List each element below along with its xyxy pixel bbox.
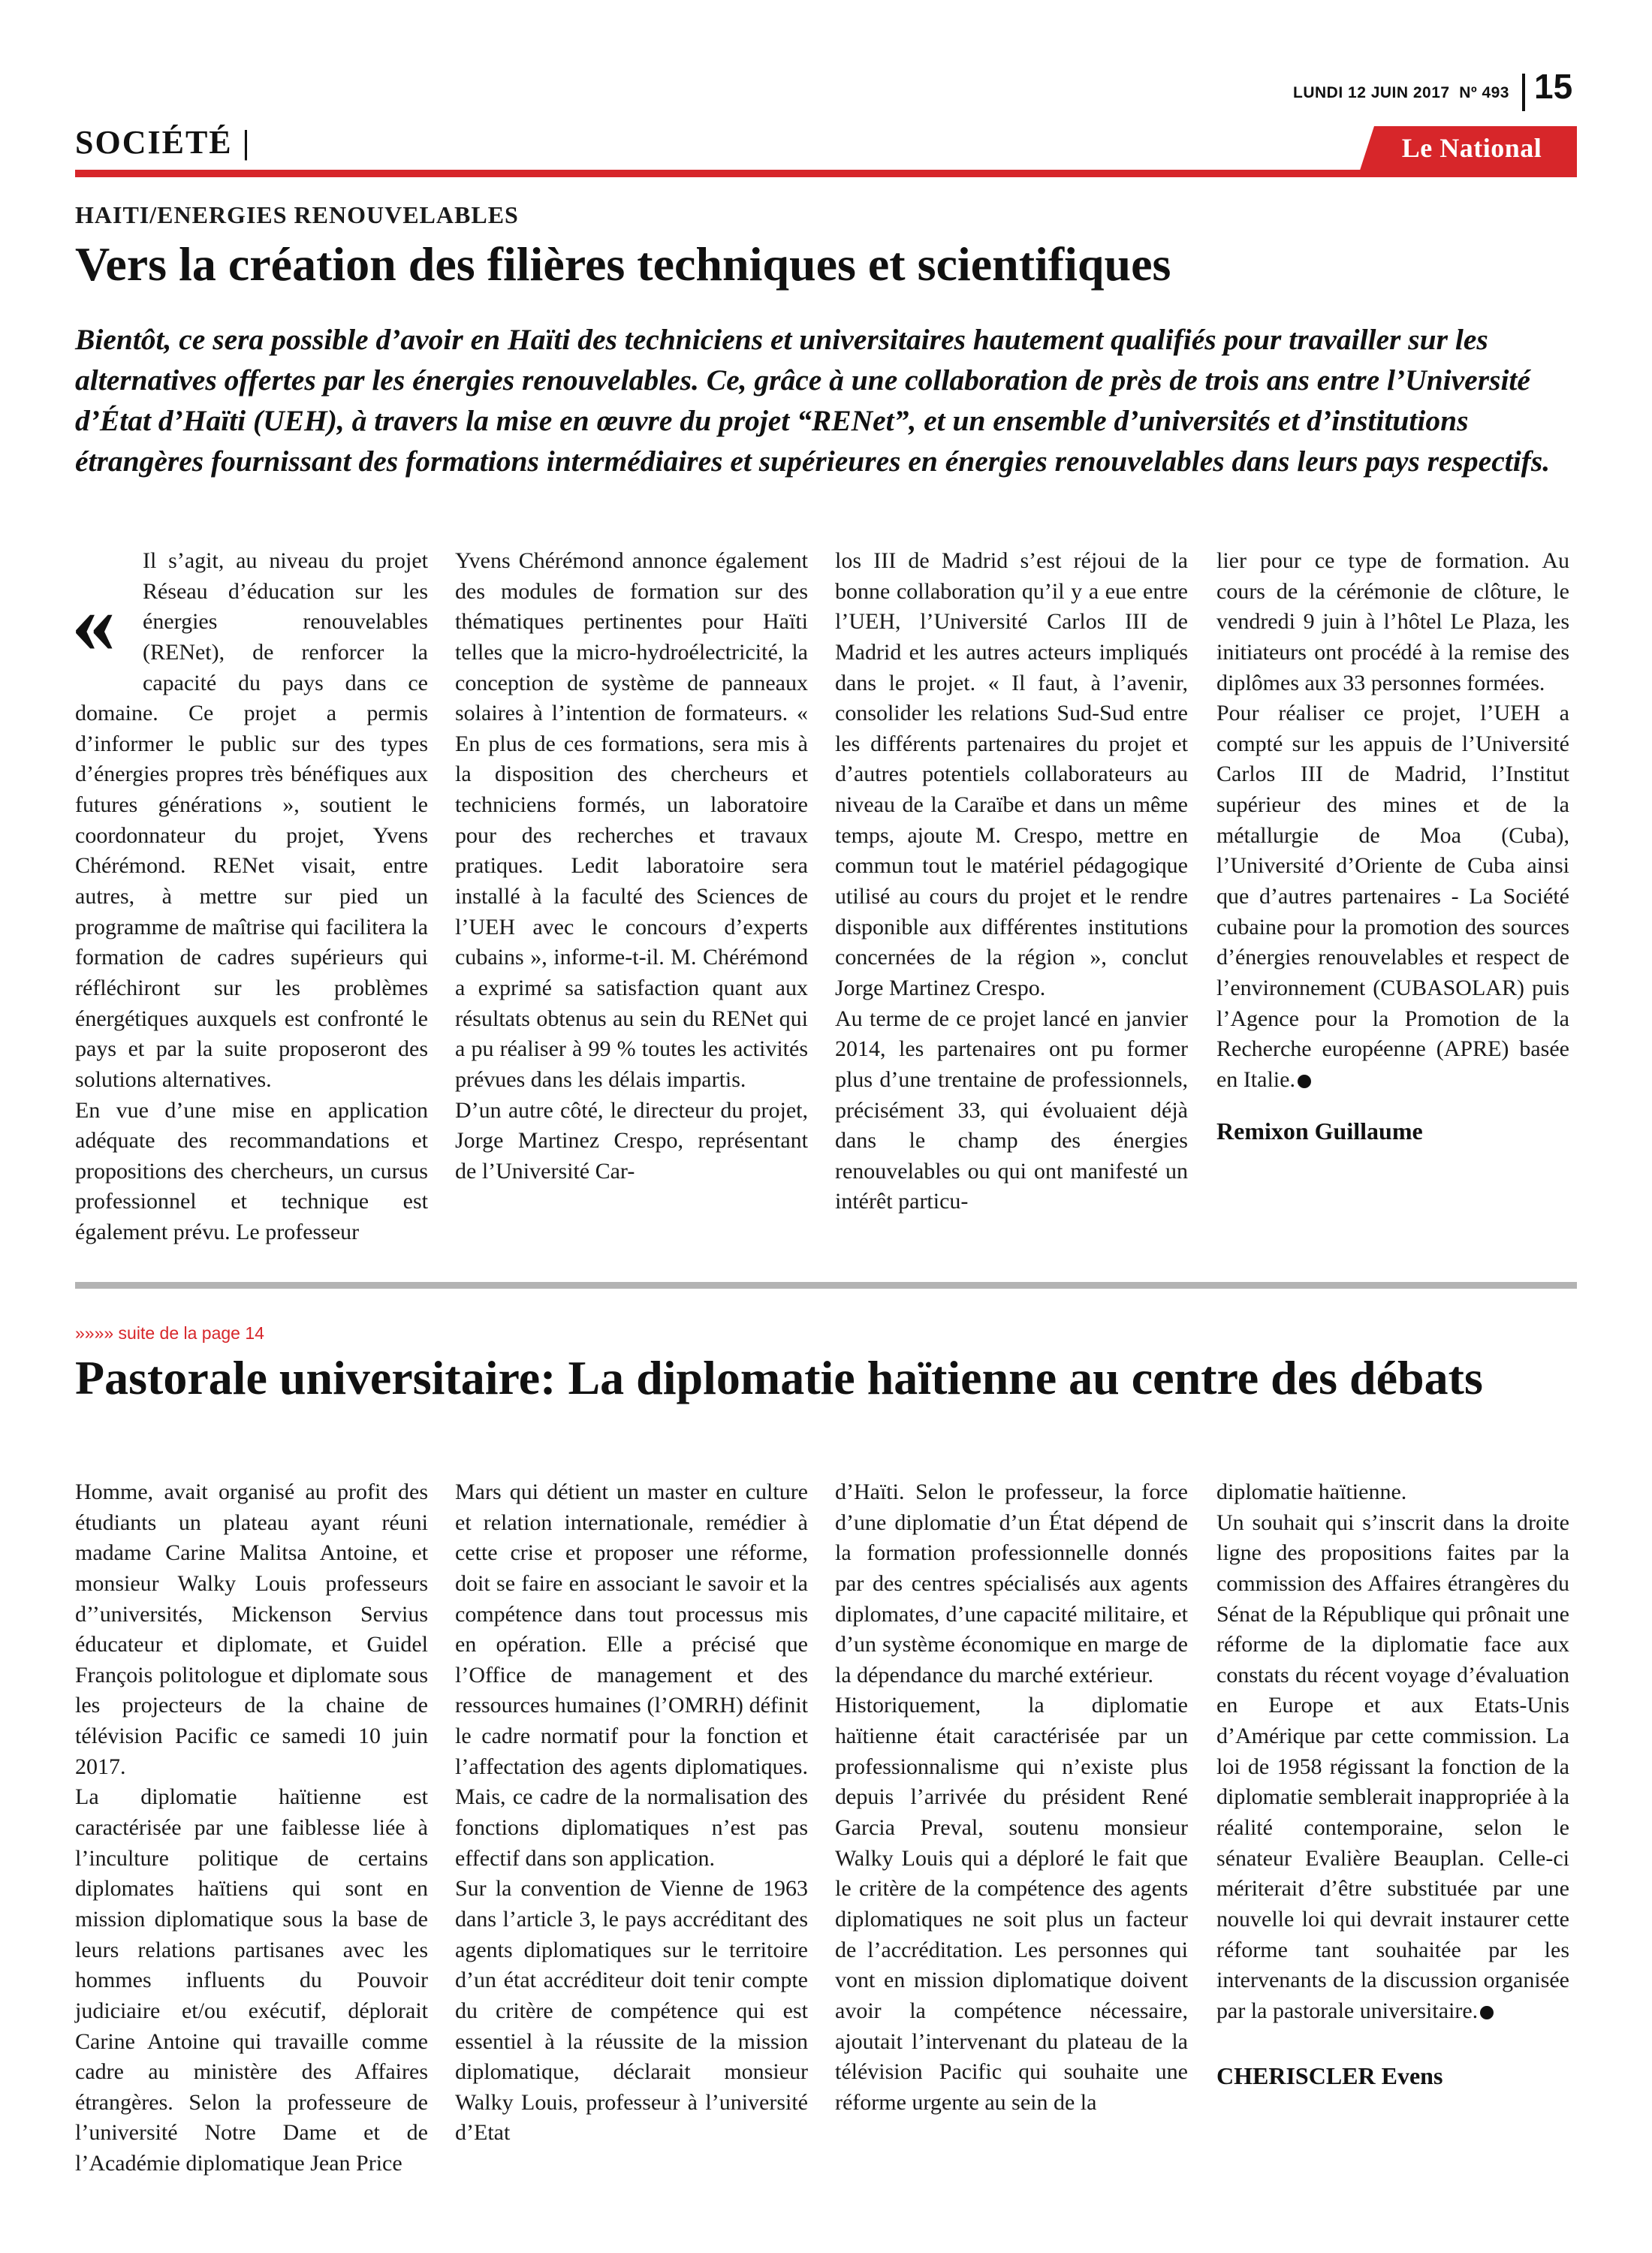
article-kicker: HAITI/ENERGIES RENOUVELABLES	[75, 201, 519, 228]
article-separator	[75, 1282, 1577, 1289]
article2-col3-para-1: d’Haïti. Selon le professeur, la force d’une diplomatie d’un État dépend de la formation professionnelle donnés par des centres spécialisés aux agents diplomates, d’une capacité militaire, et d’un système économique en marge de la dépendance du marché extérieur.	[835, 1479, 1188, 1687]
article1-col3-para-2: Au terme de ce projet lancé en janvier 2014, les partenaires ont pu former plus d’une trentaine de professionnels, précisément 33, qui évoluaient déjà dans le champ des énergies renouvelables ou qui ont manifesté un intérêt particu-	[835, 1006, 1188, 1214]
article2-column-4	[1216, 1477, 1569, 2092]
article1-column-1	[75, 546, 428, 1248]
article1-col4-text-2: Pour réaliser ce projet, l’UEH a compté sur les appuis de l’Université Carlos III de Madrid, l’Institut supérieur des mines et de la métallurgie de Moa (Cuba), l’Université d’Oriente de Cuba ainsi que d’autres partenaires - La Société cubaine pour la promotion des sources d’énergies renouvelables et respect de l’environnement (CUBASOLAR) puis l’Agence pour la Promotion de la Recherche européenne (APRE) basée en Italie.	[1216, 701, 1569, 1092]
article1-col4-para-1: lier pour ce type de formation. Au cours de la cérémonie de clôture, le vendredi 9 juin à l’hôtel Le Plaza, les initiateurs ont procédé à la remise des diplômes aux 33 personnes formées.	[1216, 548, 1569, 695]
page-number: 15	[1534, 67, 1573, 106]
article1-col1-para-1	[75, 546, 428, 1096]
end-of-article-mark	[1480, 2006, 1494, 2019]
section-title: SOCIÉTÉ |	[75, 124, 252, 161]
issue-number: Nº 493	[1459, 84, 1509, 101]
article1-col1-text-1: Il s’agit, au niveau du projet Réseau d’éducation sur les énergies renouvelables (RENet), de renforcer la capacité du pays dans ce domaine. Ce projet a permis d’informer le public sur des types d’énergies propres très bénéfiques aux futures générations », soutient le coordonnateur du projet, Yvens Chérémond. RENet visait, entre autres, à mettre sur pied un programme de maîtrise qui facilitera la formation de cadres supérieurs qui réfléchiront sur les problèmes énergétiques auxquels est confronté le pays et par la suite proposeront des solutions alternatives.	[75, 548, 428, 1092]
article2-col4-text-2: Un souhait qui s’inscrit dans la droite ligne des propositions faites par la commission des Affaires étrangères du Sénat de la République qui prônait une réforme de la diplomatie face aux constats du récent voyage d’évaluation en Europe et aux Etats-Unis d’Amérique par cette commission. La loi de 1958 régissant la fonction de la diplomatie semblerait inappropriée à la réalité contemporaine, selon le sénateur Evalière Beauplan. Celle-ci mériterait d’être substituée par une nouvelle loi qui devrait instaurer cette réforme tant souhaitée par les intervenants de la discussion organisée par la pastorale universitaire.	[1216, 1510, 1569, 2023]
article2-column-2	[455, 1477, 808, 2149]
article1-byline: Remixon Guillaume	[1216, 1117, 1423, 1145]
article2-col4-para-1: diplomatie haïtienne.	[1216, 1479, 1407, 1504]
issue-date-line	[1293, 84, 1509, 102]
continued-from-link[interactable]: »»»» suite de la page 14	[75, 1323, 264, 1343]
article2-column-1	[75, 1477, 428, 2179]
issue-date: LUNDI 12 JUIN 2017	[1293, 84, 1450, 101]
article2-col1-para-1: Homme, avait organisé au profit des étudiants un plateau ayant réuni madame Carine Malitsa Antoine, et monsieur Walky Louis professeurs d’’universités, Mickenson Servius éducateur et diplomate, et Guidel François politologue et diplomate sous les projecteurs de la chaine de télévision Pacific ce samedi 10 juin 2017.	[75, 1479, 428, 1779]
drop-quote-space	[75, 546, 143, 693]
article1-col2-para-1: Yvens Chérémond annonce également des modules de formation sur des thématiques pertinentes pour Haïti telles que la micro-hydroélectricité, la conception de système de panneaux solaires à l’intention de formateurs. « En plus de ces formations, sera mis à la disposition des chercheurs et techniciens formés, un laboratoire pour des recherches et travaux pratiques. Ledit laboratoire sera installé à la faculté des Sciences de l’UEH avec le concours d’experts cubains », informe-t-il. M. Chérémond a exprimé sa satisfaction quant aux résultats obtenus au sein du RENet qui a pu réaliser à 99 % toutes les activités prévues dans les délais impartis.	[455, 548, 808, 1092]
article-lede: Bientôt, ce sera possible d’avoir en Haïti des techniciens et universitaires hautement qualifiés pour travailler sur les alternatives offertes par les énergies renouvelables. Ce, grâce à une collaboration de près de trois ans entre l’Université d’État d’Haïti (UEH), à travers la mise en œuvre du projet “RENet”, et un ensemble d’universités et d’institutions étrangères fournissant des formations intermédiaires et supérieures en énergies renouvelables dans leurs pays respectifs.	[75, 323, 1551, 478]
article2-column-3	[835, 1477, 1188, 2118]
article2-col1-para-2: La diplomatie haïtienne est caractérisée par une faiblesse liée à l’inculture politique de certains diplomates haïtiens qui sont en mission diplomatique sous la base de leurs relations partisanes avec les hommes influents du Pouvoir judiciaire et/ou exécutif, déplorait Carine Antoine qui travaille comme cadre au ministère des Affaires étrangères. Selon la professeure de l’université Notre Dame et de l’Académie diplomatique Jean Price	[75, 1784, 428, 2176]
article1-col3-para-1: los III de Madrid s’est réjoui de la bonne collaboration qu’il y a eue entre l’UEH, l’Université Carlos III de Madrid et les autres acteurs impliqués dans le projet. « Il faut, à l’avenir, consolider les relations Sud-Sud entre les différents partenaires du projet et d’autres potentiels collaborateurs au niveau de la Caraïbe et dans un même temps, ajoute M. Crespo, mettre en commun tout le matériel pédagogique utilisé au cours du projet et le rendre disponible aux différentes institutions concernées de la région », conclut Jorge Martinez Crespo.	[835, 548, 1188, 1000]
article2-headline: Pastorale universitaire: La diplomatie haïtienne au centre des débats	[75, 1351, 1483, 1404]
article1-col4-para-2	[1216, 698, 1569, 1095]
article2-col3-para-2: Historiquement, la diplomatie haïtienne était caractérisée par un professionnalisme qui n’existe plus depuis l’arrivée du président René Garcia Preval, soutenu monsieur Walky Louis qui a déploré le fait que le critère de la compétence des agents diplomatiques ne soit plus un facteur de l’accréditation. Les personnes qui vont en mission diplomatique doivent avoir la compétence nécessaire, ajoutait l’intervenant du plateau de la télévision Pacific qui souhaite une réforme urgente au sein de la	[835, 1693, 1188, 2115]
article2-col2-para-2: Sur la convention de Vienne de 1963 dans l’article 3, le pays accréditant des agents diplomatiques sur le territoire d’un état accréditeur doit tenir compte du critère de compétence qui est essentiel à la réussite de la mission diplomatique, déclarait monsieur Walky Louis, professeur à l’université d’Etat	[455, 1876, 808, 2146]
article-headline: Vers la création des filières techniques et scientifiques	[75, 237, 1171, 291]
article1-column-2	[455, 546, 808, 1187]
article1-col2-para-2: D’un autre côté, le directeur du projet, Jorge Martinez Crespo, représentant de l’Université Car-	[455, 1097, 808, 1184]
brand-name: Le National	[1401, 133, 1542, 163]
header-divider	[1522, 74, 1525, 111]
article1-column-4	[1216, 546, 1569, 1148]
article2-col2-para-1: Mars qui détient un master en culture et relation internationale, remédier à cette crise et proposer une réforme, doit se faire en associant le savoir et la compétence dans tout processus mis en opération. Elle a précisé que l’Office de management et des ressources humaines (l’OMRH) définit le cadre normatif pour la fonction et l’affectation des agents diplomatiques. Mais, ce cadre de la normalisation des fonctions diplomatiques n’est pas effectif dans son application.	[455, 1479, 808, 1871]
article2-byline: CHERISCLER Evens	[1216, 2061, 1443, 2089]
drop-quote-mark: «	[71, 573, 116, 671]
article1-col1-para-2: En vue d’une mise en application adéquate des recommandations et propositions des chercheurs, un cursus professionnel et technique est également prévu. Le professeur	[75, 1097, 428, 1245]
article2-col4-para-2	[1216, 1508, 1569, 2027]
article1-column-3	[835, 546, 1188, 1217]
section-rule	[75, 170, 1577, 177]
end-of-article-mark	[1298, 1075, 1311, 1088]
